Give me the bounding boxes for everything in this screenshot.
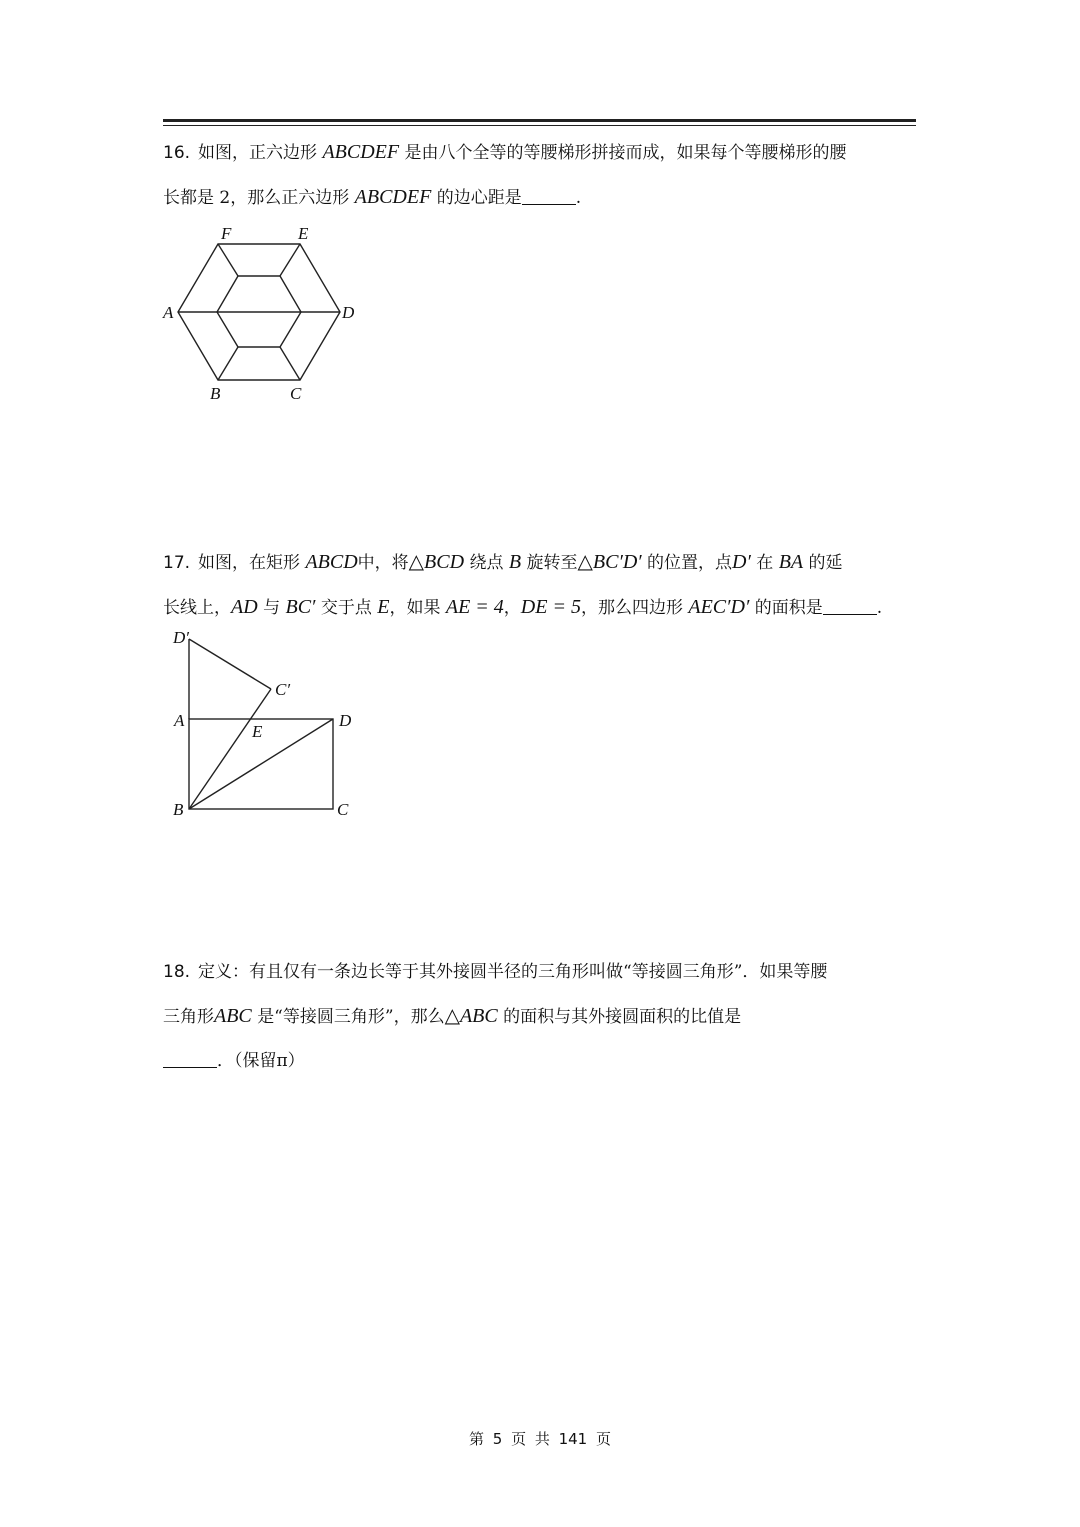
label-f: F — [221, 224, 232, 243]
question-17-line-1: 17. 如图，在矩形 ABCD中，将△BCD 绕点 B 旋转至△BC′D′ 的位置，点D′ 在 BA 的延 — [163, 551, 843, 573]
connector-c — [280, 347, 300, 380]
question-18-line-2: 三角形ABC 是“等接圆三角形”，那么△ABC 的面积与其外接圆面积的比值是 — [163, 1005, 742, 1027]
question-16 — [163, 130, 923, 220]
question-number: 16. — [163, 143, 191, 163]
connector-f — [218, 244, 238, 276]
label-b: B — [210, 384, 221, 403]
label-a: A — [163, 303, 174, 322]
question-16-line-1: 16. 如图，正六边形 ABCDEF 是由八个全等的等腰梯形拼接而成，如果每个等腰梯形的腰 — [163, 141, 847, 163]
label-c: C — [290, 384, 302, 403]
question-18 — [163, 950, 923, 1083]
header-double-rule-top — [163, 119, 916, 122]
connector-e — [280, 244, 300, 276]
question-17-line-2: 长线上，AD 与 BC′ 交于点 E，如果 AE = 4，DE = 5，那么四边形 AEC′D′ 的面积是 . — [163, 596, 883, 618]
label-d-prime: D′ — [173, 628, 189, 647]
label-d: D — [339, 711, 352, 730]
question-number: 18. — [163, 962, 191, 982]
label-e: E — [298, 224, 309, 243]
question-18-line-1: 18. 定义：有且仅有一条边长等于其外接圆半径的三角形叫做“等接圆三角形”．如果等腰 — [163, 962, 828, 982]
label-d: D — [342, 303, 355, 322]
hexagon-figure — [160, 222, 370, 407]
question-number: 17. — [163, 553, 191, 573]
question-16-line-2: 长都是 2，那么正六边形 ABCDEF 的边心距是 . — [163, 186, 582, 208]
page-footer: 第 5 页 共 141 页 — [468, 1430, 611, 1448]
label-c: C — [337, 800, 349, 819]
connector-b — [218, 347, 238, 380]
segment-bc-prime — [189, 689, 271, 809]
label-b: B — [173, 800, 184, 819]
label-a: A — [174, 711, 185, 730]
header-double-rule-bottom — [163, 125, 916, 126]
segment-d-prime-c-prime — [189, 639, 271, 689]
label-c-prime: C′ — [275, 680, 291, 699]
question-18-line-3: ．（保留π） — [163, 1039, 923, 1083]
question-17 — [163, 540, 923, 630]
label-e: E — [252, 722, 263, 741]
answer-blank[interactable] — [823, 596, 877, 615]
answer-blank[interactable] — [522, 186, 576, 205]
answer-blank[interactable] — [163, 1049, 217, 1068]
rectangle-rotation-figure — [165, 625, 365, 825]
